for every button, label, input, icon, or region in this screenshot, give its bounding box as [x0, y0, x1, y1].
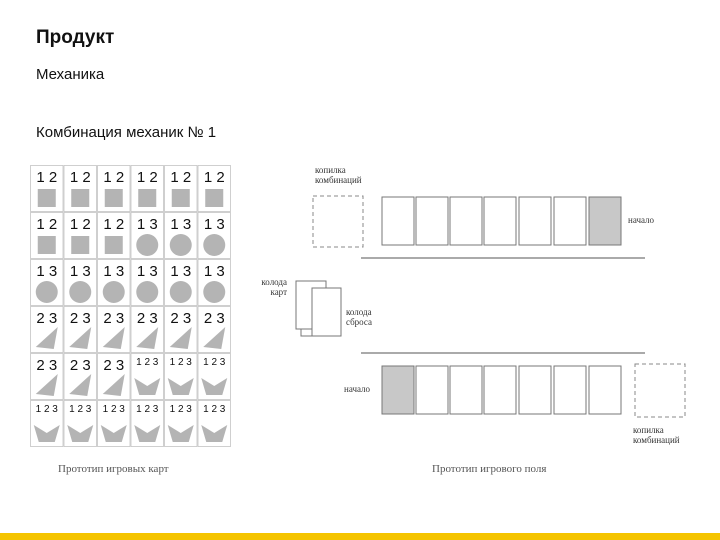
square-symbol: [105, 236, 123, 254]
card-number-label: 1 2: [36, 216, 58, 233]
card-number-label: 1 2 3: [69, 404, 92, 415]
card-number-label: 1 2: [170, 169, 192, 186]
card-number-label: 2 3: [170, 310, 192, 327]
bottom-piggy-bank: [635, 364, 685, 417]
card-number-label: 1 2: [203, 169, 225, 186]
card-number-label: 1 2 3: [102, 404, 125, 415]
card-number-label: 1 2 3: [169, 404, 192, 415]
slide-subtitle: Механика: [36, 66, 105, 83]
bottom-start-label: начало: [344, 384, 371, 394]
deck-label-line: колода: [261, 277, 287, 287]
top-track-cell: [484, 197, 516, 245]
game-field-prototype: [255, 160, 705, 460]
bottom-piggy-label: [633, 425, 680, 445]
bottom-start-cell: [382, 366, 414, 414]
circle-symbol: [136, 281, 158, 303]
card-number-label: 1 2 3: [35, 404, 58, 415]
card-number-label: 1 2: [36, 169, 58, 186]
square-symbol: [38, 189, 56, 207]
card-number-label: 2 3: [203, 310, 225, 327]
card-number-label: 1 3: [103, 263, 125, 280]
card-number-label: 1 2 3: [136, 357, 159, 368]
circle-symbol: [203, 281, 225, 303]
square-symbol: [38, 236, 56, 254]
card-number-label: 1 2: [103, 169, 125, 186]
circle-symbol: [203, 234, 225, 256]
card-number-label: 1 2: [136, 169, 158, 186]
card-number-label: 1 3: [203, 263, 225, 280]
bottom-track-cell: [484, 366, 516, 414]
top-piggy-label-line: копилка: [315, 165, 346, 175]
bottom-track-cell: [554, 366, 586, 414]
card-number-label: 1 3: [170, 263, 192, 280]
square-symbol: [105, 189, 123, 207]
card-number-label: 2 3: [36, 310, 58, 327]
card-number-label: 1 3: [170, 216, 192, 233]
top-start-cell: [589, 197, 621, 245]
card-number-label: 2 3: [136, 310, 158, 327]
card-number-label: 1 3: [69, 263, 91, 280]
discard-label: [346, 307, 372, 327]
card-number-label: 1 2 3: [203, 404, 226, 415]
top-start-label: начало: [628, 215, 655, 225]
top-track-cell: [450, 197, 482, 245]
square-symbol: [138, 189, 156, 207]
circle-symbol: [136, 234, 158, 256]
card-number-label: 1 2: [69, 169, 91, 186]
square-symbol: [172, 189, 190, 207]
bottom-piggy-label-line: копилка: [633, 425, 664, 435]
bottom-piggy-label-line: комбинаций: [633, 435, 680, 445]
circle-symbol: [170, 281, 192, 303]
top-track-cell: [382, 197, 414, 245]
circle-symbol: [170, 234, 192, 256]
bottom-track-cell: [589, 366, 621, 414]
discard-label-line: сброса: [346, 317, 373, 327]
square-symbol: [71, 189, 89, 207]
circle-symbol: [103, 281, 125, 303]
card-number-label: 1 2: [69, 216, 91, 233]
game-field-svg: [255, 160, 705, 460]
circle-symbol: [69, 281, 91, 303]
top-track-cell: [554, 197, 586, 245]
top-piggy-label-line: комбинаций: [315, 175, 362, 185]
card-number-label: 1 2 3: [136, 404, 159, 415]
discard-label-line: колода: [346, 307, 372, 317]
card-number-label: 1 3: [36, 263, 58, 280]
deck-label: [259, 277, 287, 297]
top-track-cell: [416, 197, 448, 245]
card-prototype-grid: [30, 165, 231, 448]
card-number-label: 2 3: [69, 310, 91, 327]
top-piggy-bank: [313, 196, 363, 247]
card-number-label: 2 3: [69, 357, 91, 374]
card-prototype-caption: Прототип игровых карт: [58, 463, 169, 475]
circle-symbol: [36, 281, 58, 303]
card-number-label: 1 3: [203, 216, 225, 233]
discard-deck-card: [312, 288, 341, 336]
top-track-cell: [519, 197, 551, 245]
card-number-label: 2 3: [103, 310, 125, 327]
card-number-label: 1 2 3: [203, 357, 226, 368]
bottom-track-cell: [450, 366, 482, 414]
bottom-track-cell: [416, 366, 448, 414]
card-number-label: 1 3: [136, 216, 158, 233]
card-number-label: 2 3: [36, 357, 58, 374]
square-symbol: [205, 189, 223, 207]
slide-title: Продукт: [36, 27, 115, 48]
card-number-label: 1 2 3: [169, 357, 192, 368]
bottom-track-cell: [519, 366, 551, 414]
card-number-label: 2 3: [103, 357, 125, 374]
top-piggy-label: [315, 165, 362, 185]
game-field-caption: Прототип игрового поля: [432, 463, 547, 475]
card-number-label: 1 3: [136, 263, 158, 280]
accent-bar: [0, 533, 720, 540]
combination-title: Комбинация механик № 1: [36, 124, 217, 141]
deck-label-line: карт: [270, 287, 287, 297]
card-number-label: 1 2: [103, 216, 125, 233]
square-symbol: [71, 236, 89, 254]
